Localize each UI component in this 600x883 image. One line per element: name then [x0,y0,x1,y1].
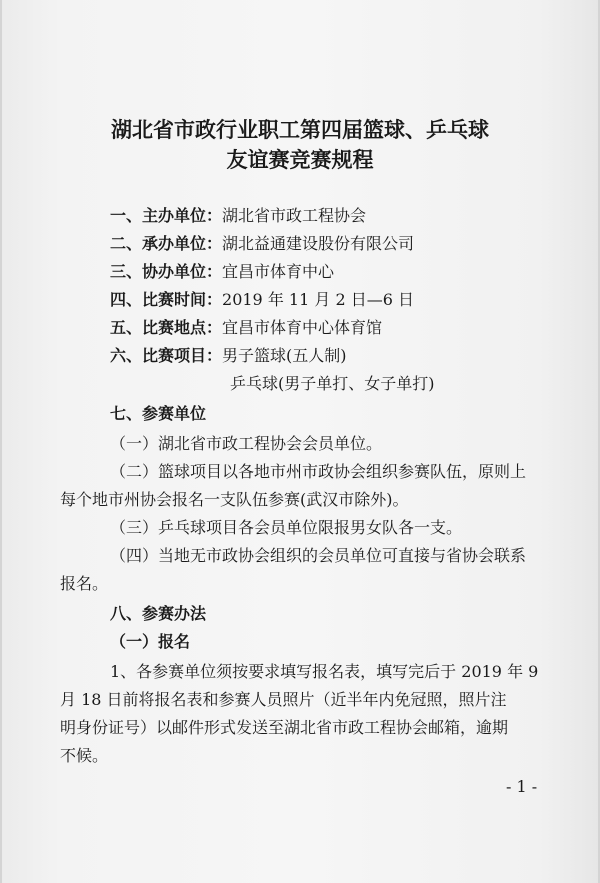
section-7-item: （三）乒乓球项目各会员单位限报男女队各一支。 [110,518,463,537]
section-8-paragraph-line: 不候。 [60,746,109,765]
info-value: 男子篮球(五人制) [222,346,347,365]
section-7-item-continuation: 报名。 [60,574,109,593]
section-7-item: （四）当地无市政协会组织的会员单位可直接与省协会联系 [110,546,527,565]
info-label: 五、比赛地点： [110,318,223,337]
section-8-paragraph-line: 月 18 日前将报名表和参赛人员照片（近半年内免冠照，照片注 [60,690,507,709]
info-events-continuation: 乒乓球(男子单打、女子单打) [230,374,435,393]
section-8-heading: 八、参赛办法 [110,604,207,623]
title-line-2: 友谊赛竞赛规程 [226,148,374,172]
section-8-subheading: （一）报名 [110,632,191,651]
section-7-item-continuation: 每个地市州协会报名一支队伍参赛(武汉市除外)。 [60,490,409,509]
info-value: 湖北省市政工程协会 [222,206,367,225]
info-row-coorganizer [110,262,334,282]
info-row-location [110,318,382,338]
info-label: 三、协办单位： [110,262,223,281]
info-value: 宜昌市体育中心体育馆 [222,318,383,337]
info-row-host [110,234,414,254]
section-7-heading: 七、参赛单位 [110,404,207,423]
section-7-item: （一）湖北省市政工程协会会员单位。 [110,434,383,453]
info-label: 四、比赛时间： [110,290,223,309]
info-value: 湖北益通建设股份有限公司 [222,234,415,253]
info-label: 六、比赛项目： [110,346,223,365]
title-line-1: 湖北省市政行业职工第四届篮球、乒乓球 [111,118,489,142]
info-value: 宜昌市体育中心 [222,262,335,281]
section-8-paragraph-line: 明身份证号）以邮件形式发送至湖北省市政工程协会邮箱，逾期 [60,718,509,737]
info-value: 2019 年 11 月 2 日—6 日 [222,290,414,309]
section-7-item: （二）篮球项目以各地市州市政协会组织参赛队伍，原则上 [110,462,527,481]
info-label: 一、主办单位： [110,206,223,225]
page-number: - 1 - [506,777,538,796]
info-row-events [110,346,347,366]
info-label: 二、承办单位： [110,234,223,253]
info-row-time [110,290,414,310]
info-row-organizer [110,206,366,226]
section-8-paragraph-line: 1、各参赛单位须按要求填写报名表，填写完后于 2019 年 9 [110,662,539,681]
